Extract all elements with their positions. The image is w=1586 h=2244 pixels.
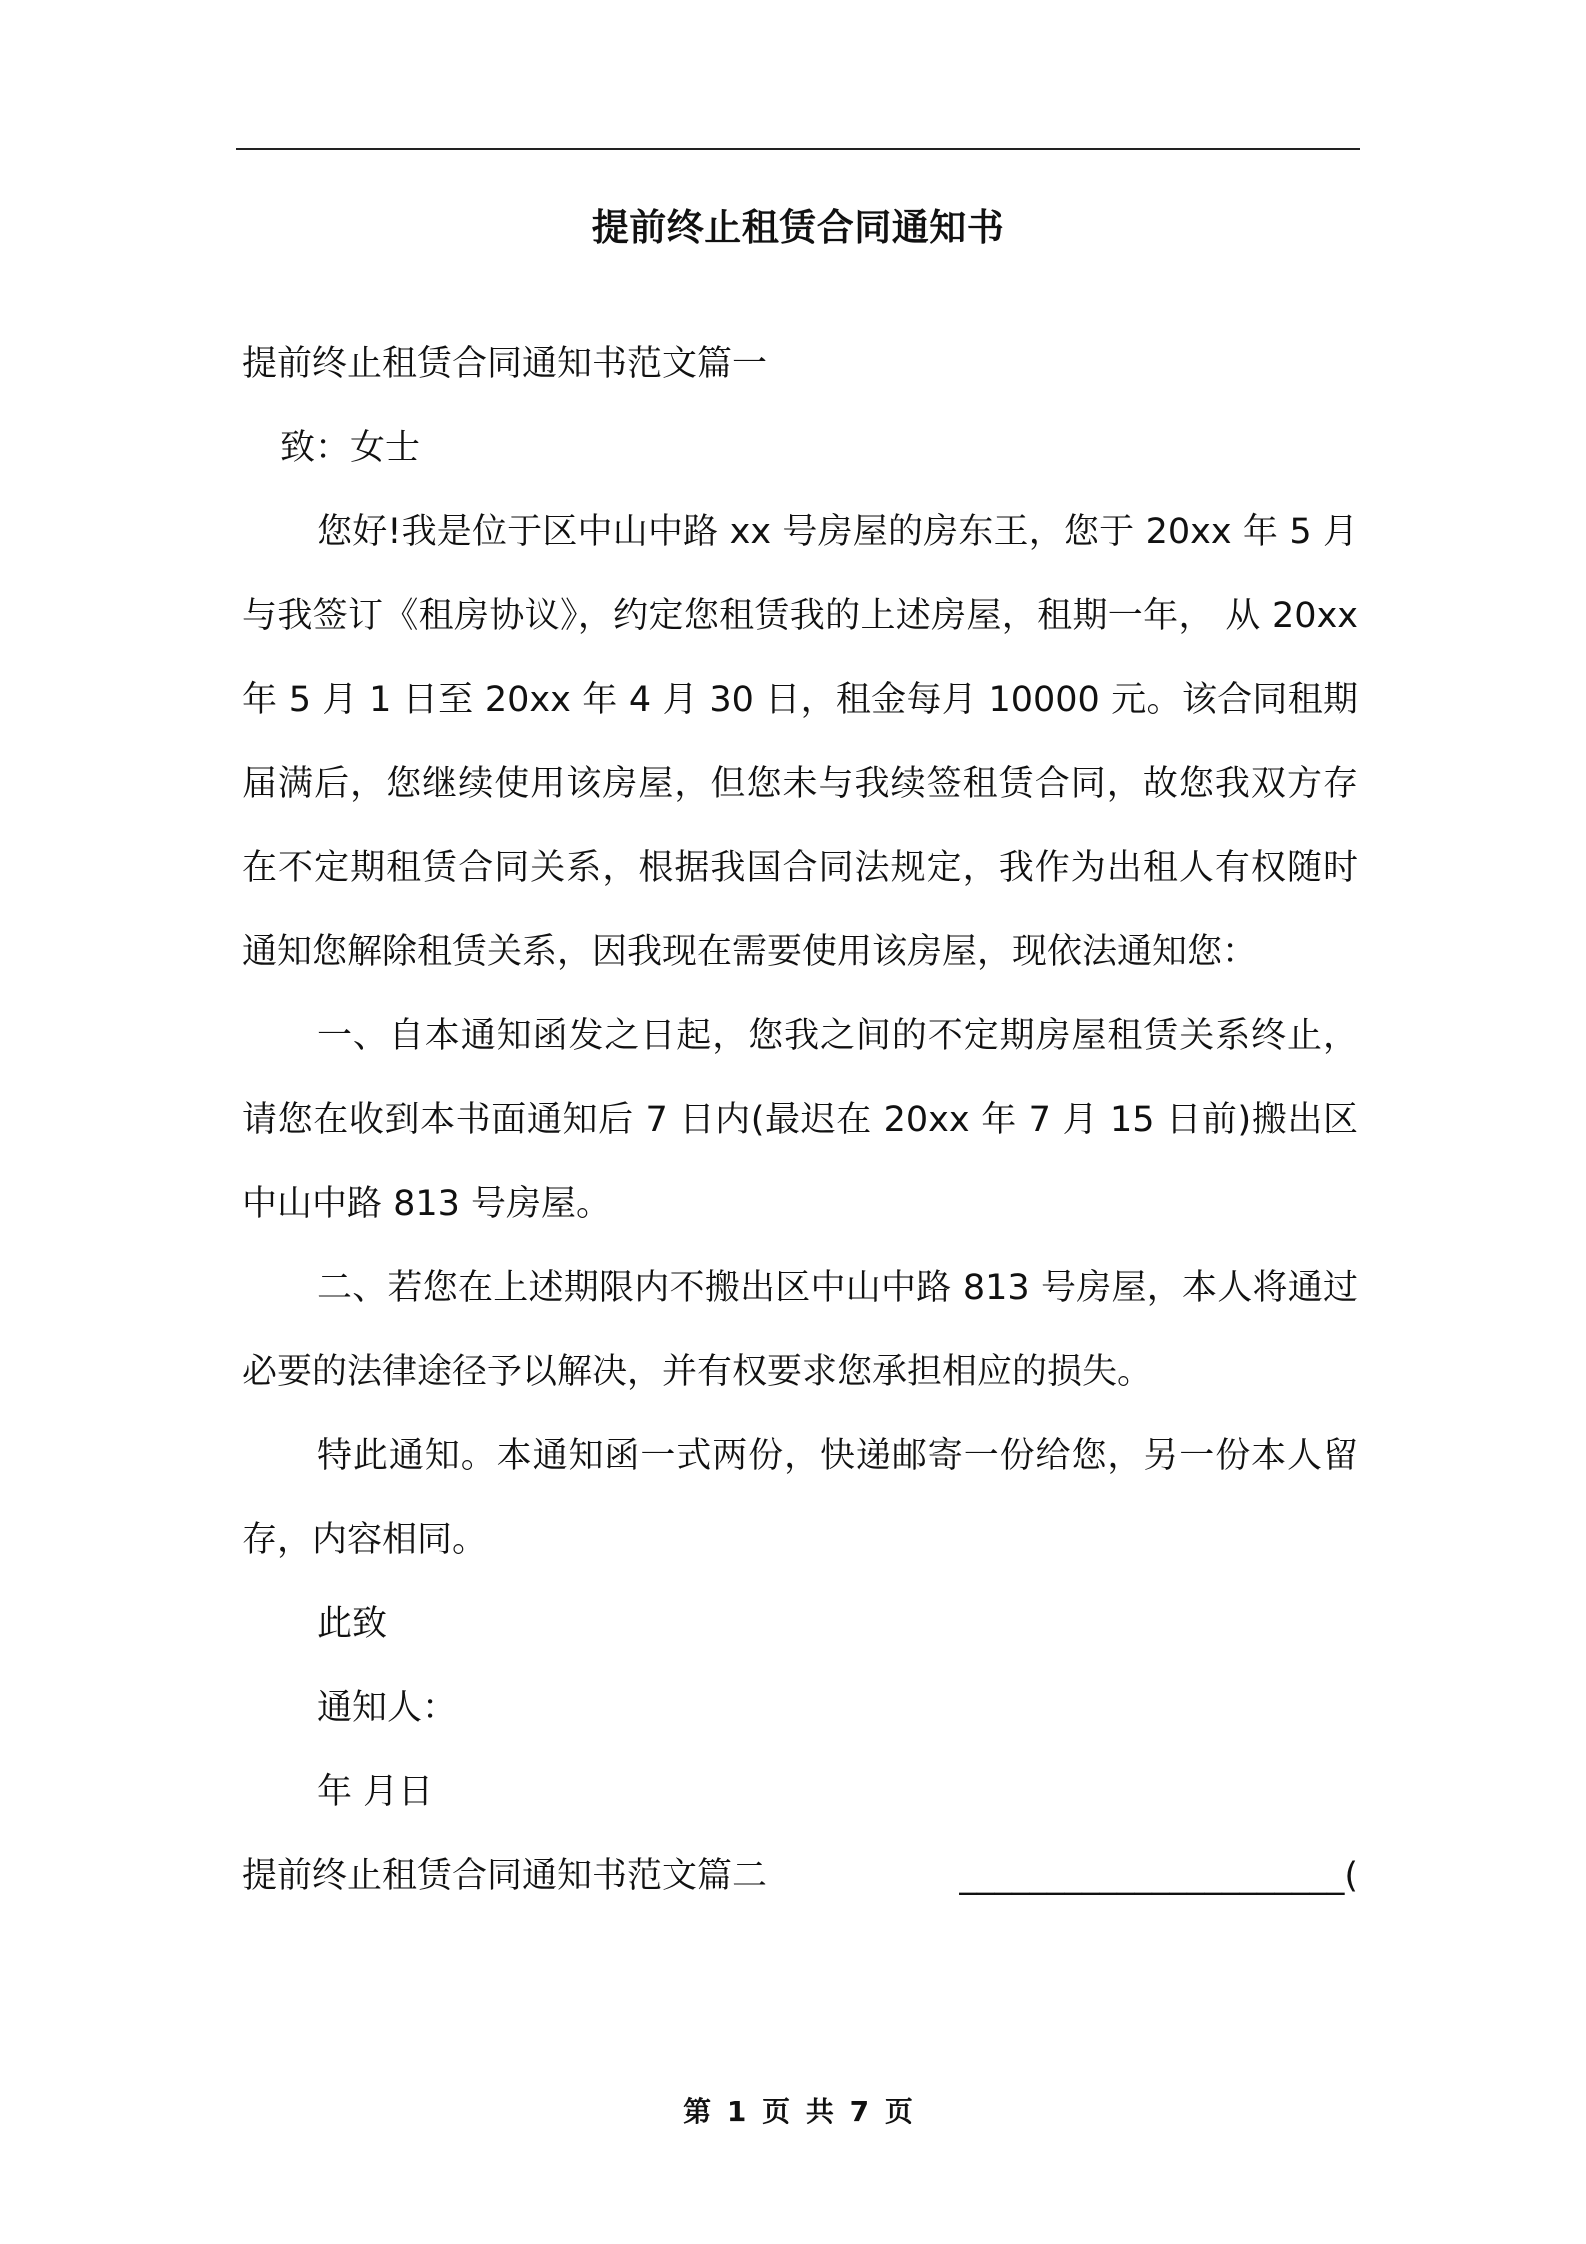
salutation: 致：女士 <box>280 428 421 468</box>
section-heading-one: 提前终止租赁合同通知书范文篇一 <box>242 344 768 384</box>
closing-line: 此致 <box>317 1604 388 1644</box>
date-line: 年 月日 <box>317 1772 434 1812</box>
section-heading-two-blank: ______________________( <box>959 1856 1358 1896</box>
body-paragraph-4: 特此通知。本通知函一式两份，快递邮寄一份给您，另一份本人留存，内容相同。 <box>242 1436 1358 1560</box>
page-number-footer: 第 1 页 共 7 页 <box>683 2095 913 2128</box>
notifier-line: 通知人： <box>317 1688 458 1728</box>
body-paragraph-2: 一、自本通知函发之日起，您我之间的不定期房屋租赁关系终止，请您在收到本书面通知后 7 日内(最迟在 20xx 年 7 月 15 日前)搬出区中山中路 813 号房屋。 <box>242 1016 1358 1224</box>
document-title: 提前终止租赁合同通知书 <box>591 206 1005 249</box>
body-paragraph-3: 二、若您在上述期限内不搬出区中山中路 813 号房屋，本人将通过必要的法律途径予以解决，并有权要求您承担相应的损失。 <box>242 1268 1358 1392</box>
header-rule <box>236 148 1360 150</box>
section-heading-two: 提前终止租赁合同通知书范文篇二 <box>242 1856 768 1896</box>
body-paragraph-1: 您好!我是位于区中山中路 xx 号房屋的房东王，您于 20xx 年 5 月与我签订《租房协议》，约定您租赁我的上述房屋，租期一年， 从 20xx 年 5 月 1 日至 20xx 年 4 月 30 日，租金每月 10000 元。该合同租期届满后，您继续使用该房屋，但您未与我续签租赁合同，故您我双方存在不定期租赁合同关系，根据我国合同法规定，我作为出租人有权随时通知您解除租赁关系，因我现在需要使用该房屋，现依法通知您： <box>242 512 1358 972</box>
section-heading-two-row <box>242 1834 1358 1918</box>
document-body <box>242 322 1358 1918</box>
